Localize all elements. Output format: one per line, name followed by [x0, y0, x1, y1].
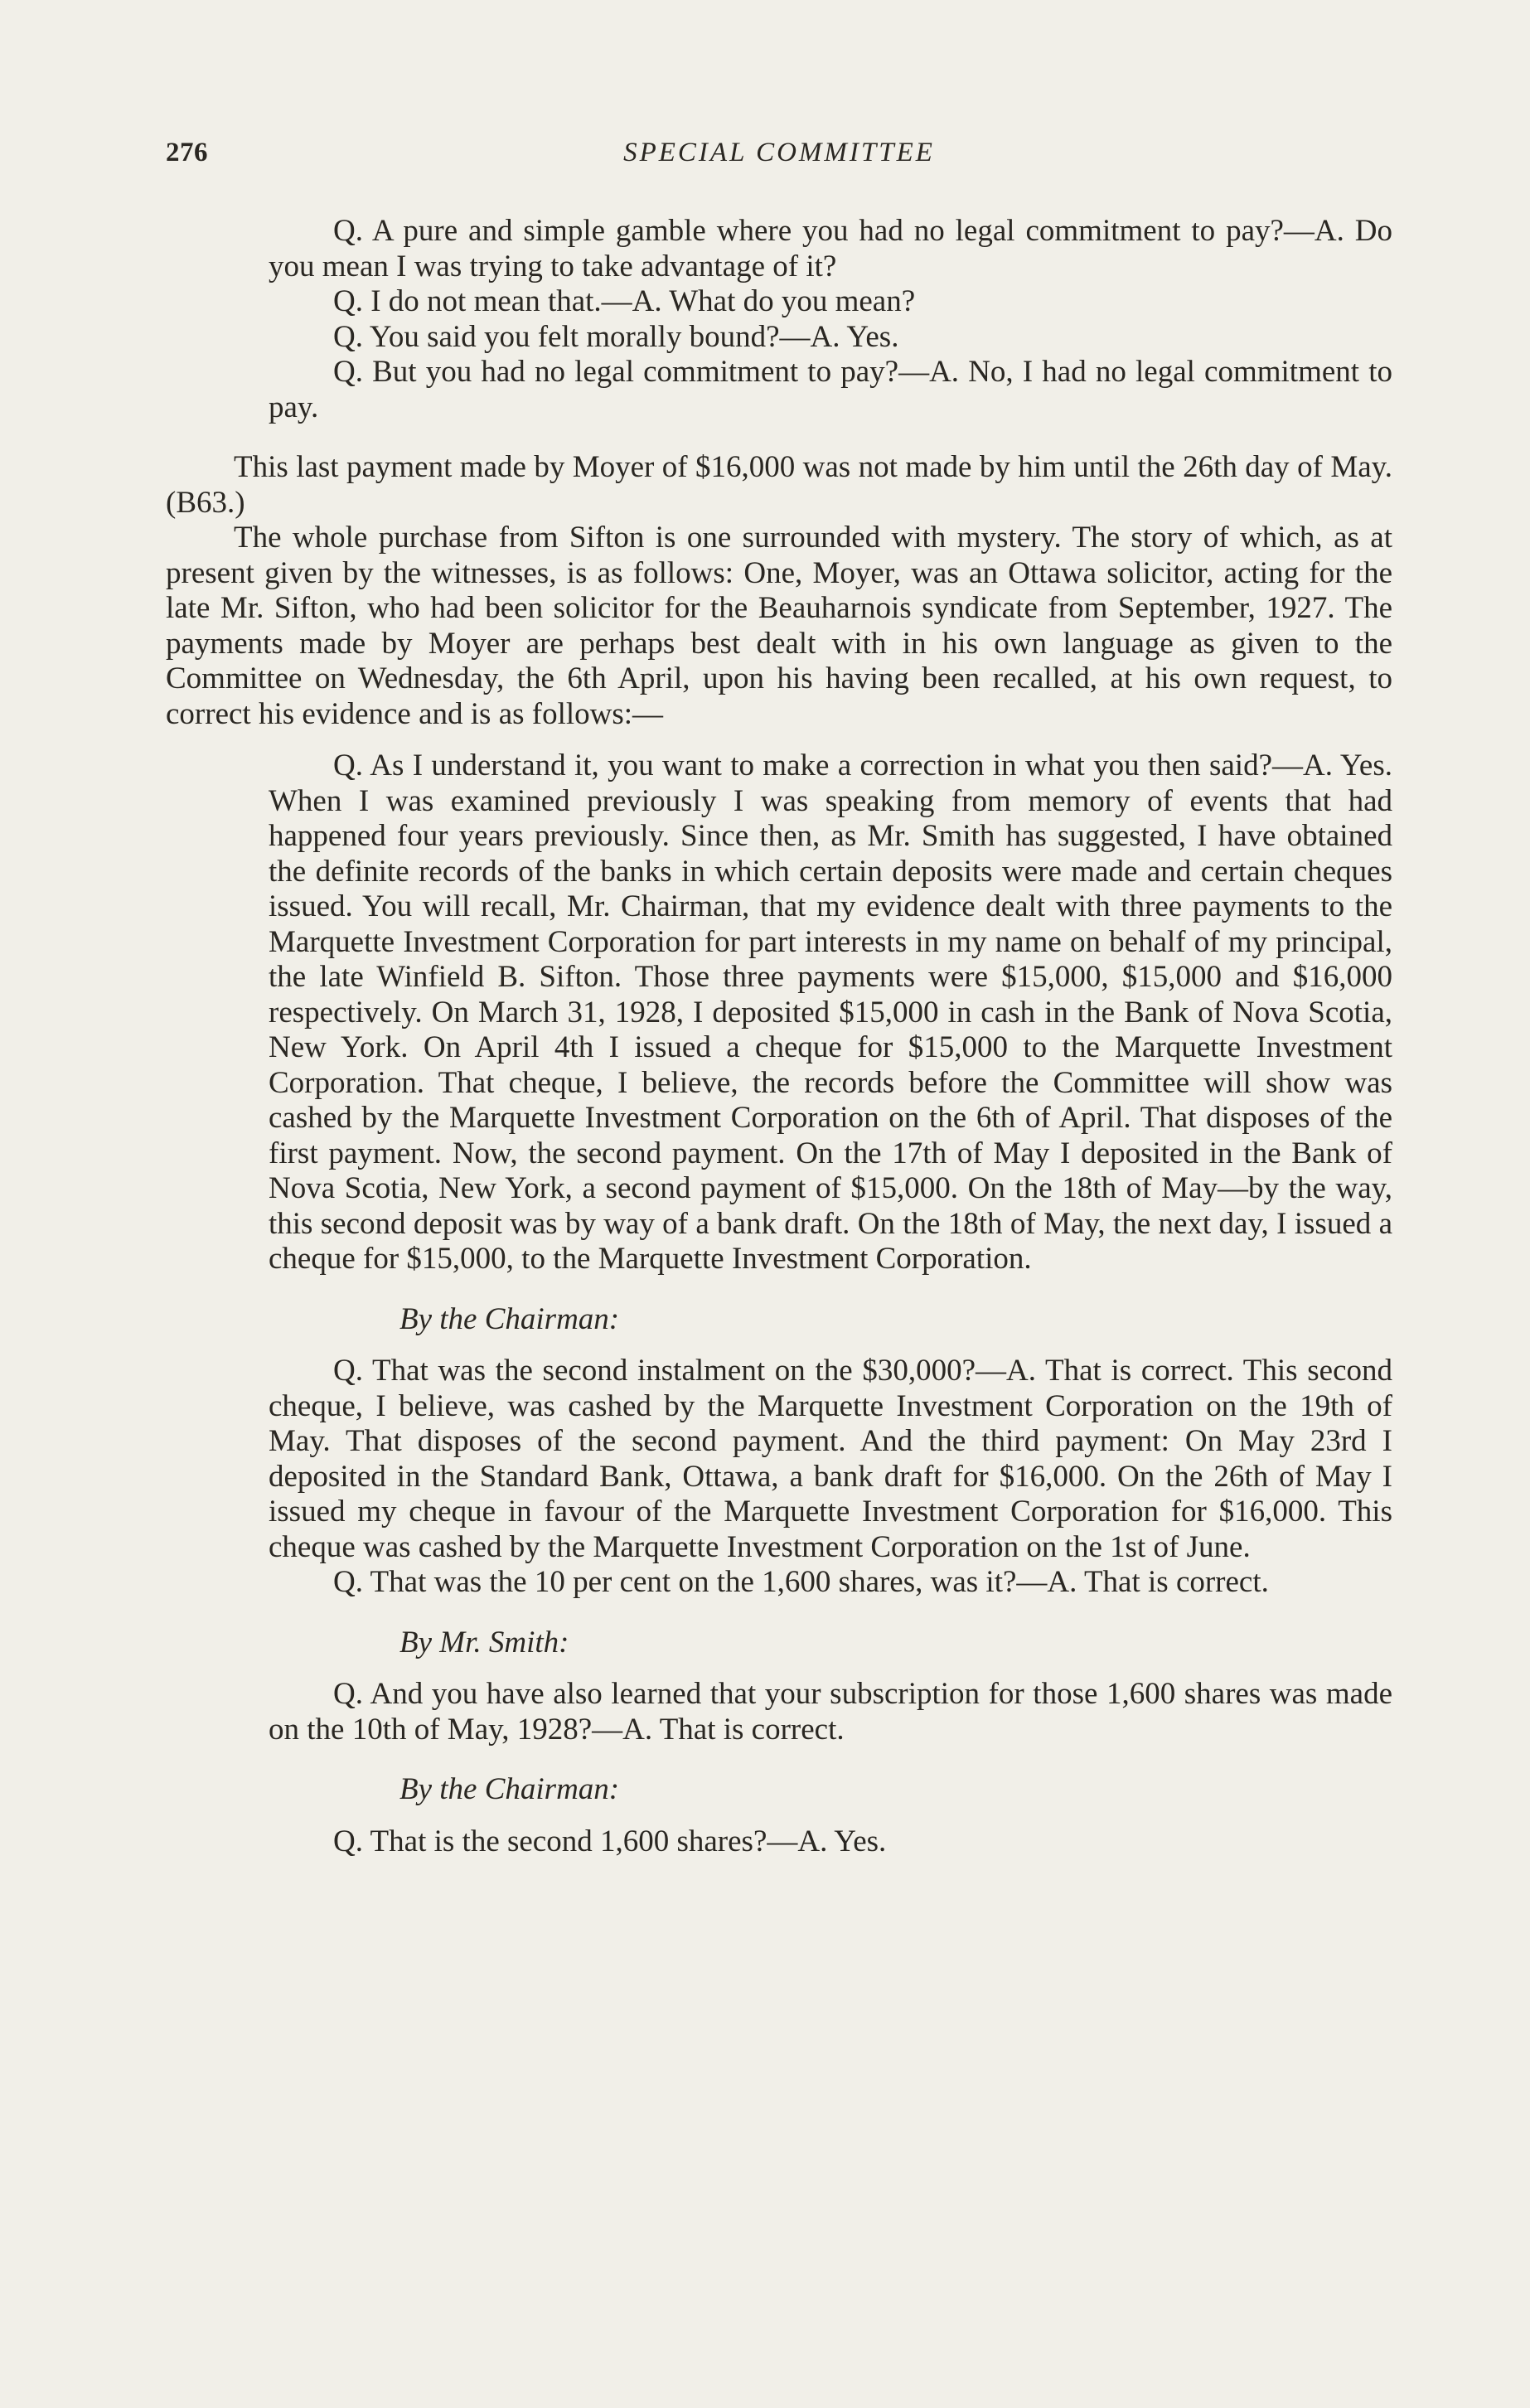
- testimony-paragraph: Q. You said you felt morally bound?—A. Yes.: [333, 319, 899, 354]
- testimony-paragraph: Q. I do not mean that.—A. What do you mean?: [333, 284, 916, 318]
- testimony-paragraph: Q. A pure and simple gamble where you had no legal commitment to pay?—A. Do you mean I was trying to take advantage of it?: [269, 214, 1392, 283]
- narrative-paragraph: This last payment made by Moyer of $16,000 was not made by him until the 26th day of May. (B63.): [166, 450, 1392, 520]
- testimony-paragraph: Q. But you had no legal commitment to pay?—A. No, I had no legal commitment to pay.: [269, 355, 1392, 424]
- testimony-paragraph: Q. As I understand it, you want to make a correction in what you then said?—A. Yes. When I was examined previously I was speaking from memory of events that had happened four years previously. Since then, as Mr. Smith has suggested, I have obtained the definite records of the banks in which certain deposits were made and certain cheques issued. You will recall, Mr. Chairman, that my evidence dealt with three payments to the Marquette Investment Corporation for part interests in my name on behalf of my principal, the late Winfield B. Sifton. Those three payments were $15,000, $15,000 and $16,000 respectively. On March 31, 1928, I deposited $15,000 in cash in the Bank of Nova Scotia, New York. On April 4th I issued a cheque for $15,000 to the Marquette Investment Corporation. That cheque, I believe, the records before the Committee will show was cashed by the Marquette Investment Corporation on the 6th of April. That disposes of the first payment. Now, the second payment. On the 17th of May I deposited in the Bank of Nova Scotia, New York, a second payment of $15,000. On the 18th of May—by the way, this second deposit was by way of a bank draft. On the 18th of May, the next day, I issued a cheque for $15,000, to the Marquette Investment Corporation.: [269, 749, 1392, 1276]
- running-title: SPECIAL COMMITTEE: [623, 138, 935, 167]
- page-number: 276: [166, 138, 208, 167]
- speaker-heading: By Mr. Smith:: [399, 1625, 569, 1659]
- testimony-paragraph: Q. That is the second 1,600 shares?—A. Yes.: [333, 1824, 887, 1858]
- testimony-paragraph: Q. That was the second instalment on the $30,000?—A. That is correct. This second cheque, I believe, was cashed by the Marquette Investment Corporation on the 19th of May. That disposes of the second payment. And the third payment: On May 23rd I deposited in the Standard Bank, Ottawa, a bank draft for $16,000. On the 26th of May I issued my cheque in favour of the Marquette Investment Corporation for $16,000. This cheque was cashed by the Marquette Investment Corporation on the 1st of June.: [269, 1354, 1392, 1564]
- speaker-heading: By the Chairman:: [399, 1301, 620, 1336]
- narrative-paragraph: The whole purchase from Sifton is one surrounded with mystery. The story of which, as at present given by the witnesses, is as follows: One, Moyer, was an Ottawa solicitor, acting for the late Mr. Sifton, who had been solicitor for the Beauharnois syndicate from September, 1927. The payments made by Moyer are perhaps best dealt with in his own language as given to the Committee on Wednesday, the 6th April, upon his having been recalled, at his own request, to correct his evidence and is as follows:—: [166, 521, 1392, 731]
- speaker-heading: By the Chairman:: [399, 1772, 620, 1806]
- testimony-paragraph: Q. And you have also learned that your subscription for those 1,600 shares was made on the 10th of May, 1928?—A. That is correct.: [269, 1677, 1392, 1747]
- page-header: [166, 138, 1392, 179]
- testimony-paragraph: Q. That was the 10 per cent on the 1,600 shares, was it?—A. That is correct.: [333, 1565, 1269, 1599]
- page-body: [166, 214, 1392, 1859]
